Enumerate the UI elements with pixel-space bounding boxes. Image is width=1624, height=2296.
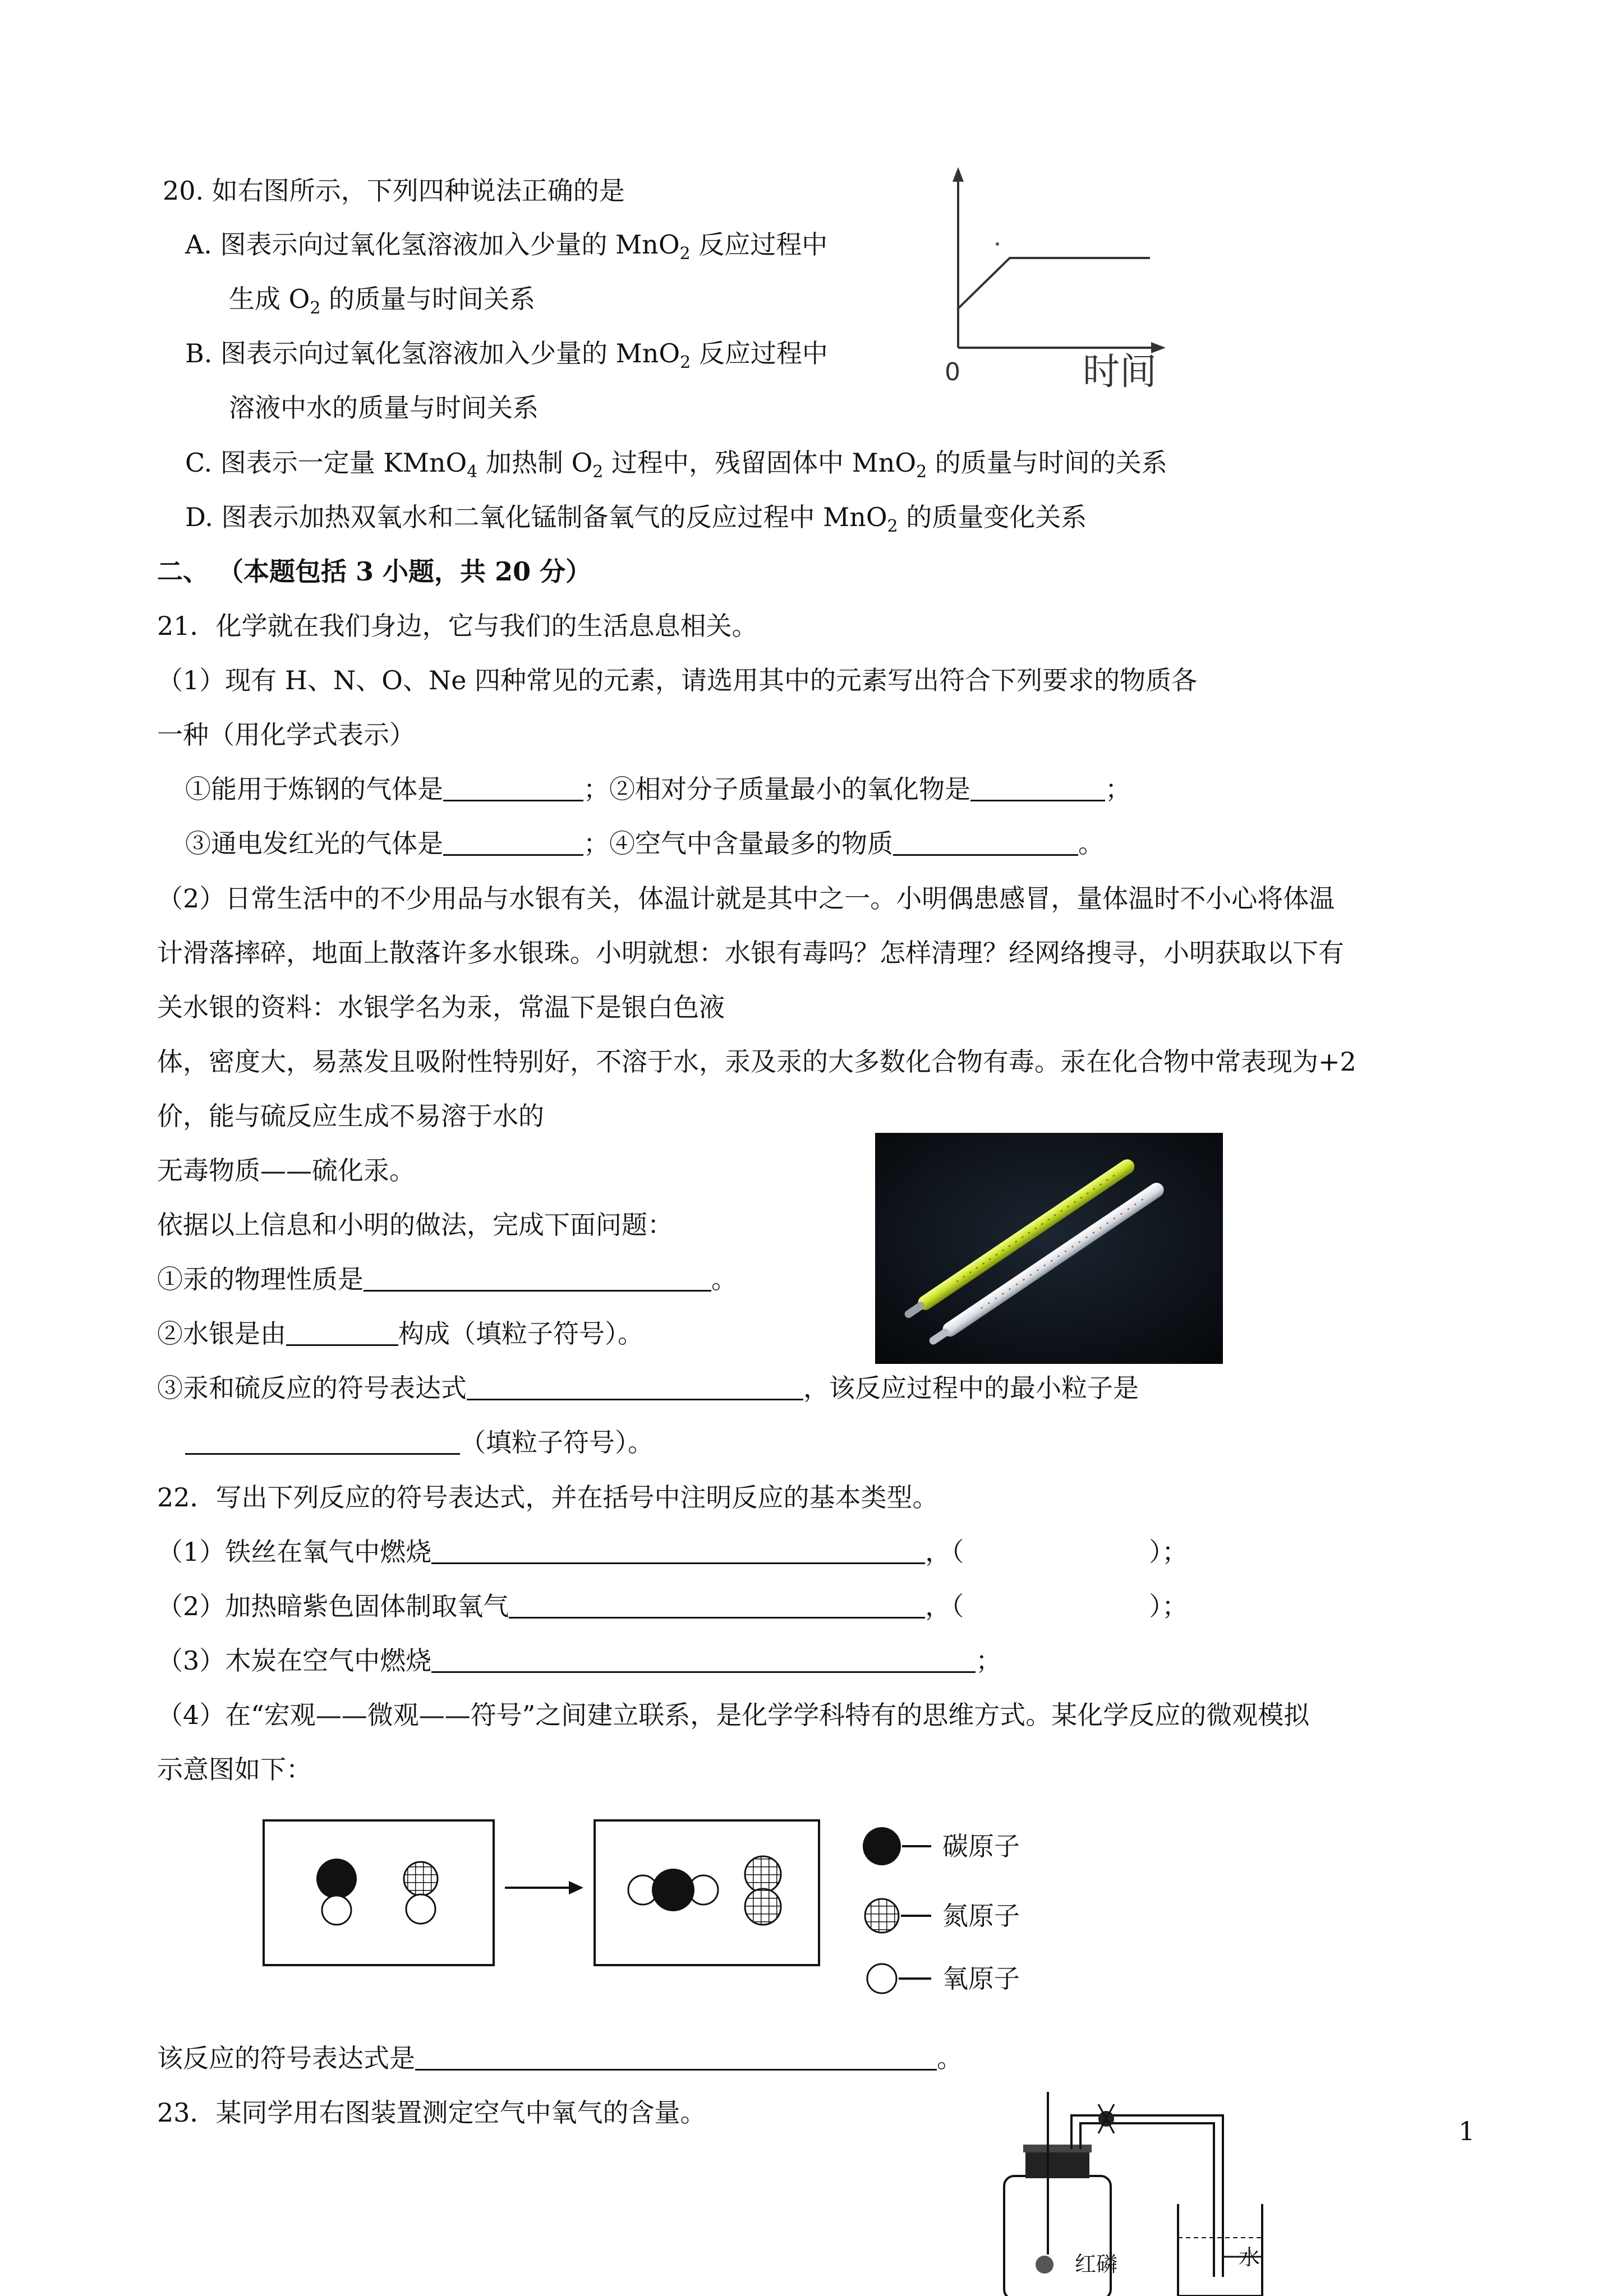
micro-reaction-diagram — [258, 1811, 1088, 1997]
answer-blank[interactable] — [893, 829, 1078, 856]
q21-part2-l7: 依据以上信息和小明的做法，完成下面问题： — [157, 1210, 673, 1240]
q21-part1-cont: 一种（用化学式表示） — [157, 720, 415, 750]
graph-curve — [958, 258, 1150, 308]
q20-option-b: B. 图表示向过氧化氢溶液加入少量的 MnO$_2$ 反应过程中 — [185, 338, 828, 372]
q21-part2-l3: 关水银的资料：水银学名为汞，常温下是银白色液 — [157, 992, 725, 1022]
q21-part2-l2: 计滑落摔碎，地面上散落许多水银珠。小明就想：水银有毒吗？怎样清理？经网络搜寻，小明获取以下有 — [157, 938, 1344, 968]
legend-carbon-label: 碳原子 — [942, 1831, 1020, 1861]
q21-part2-l5: 价，能与硫反应生成不易溶于水的 — [157, 1101, 544, 1131]
q22-r4-l2: 示意图如下： — [157, 1754, 312, 1785]
answer-blank[interactable] — [443, 829, 583, 856]
legend-carbon-symbol — [863, 1827, 901, 1865]
answer-blank[interactable] — [415, 2044, 937, 2071]
q20-stem: 20. 如右图所示，下列四种说法正确的是 — [163, 176, 625, 206]
q21-items-3-4: ③通电发红光的气体是 ；④空气中含量最多的物质 。 — [185, 828, 1104, 859]
q20-graph — [931, 163, 1178, 409]
graph-x-label: 时间 — [1083, 350, 1157, 393]
q20-option-a-cont: 生成 $O_2$ 的质量与时间关系 — [229, 284, 536, 318]
legend-nitrogen-label: 氮原子 — [942, 1901, 1020, 1931]
q21-answer-3: ③汞和硫反应的符号表达式 ，该反应过程中的最小粒子是 — [157, 1373, 1139, 1403]
q22-expression: 该反应的符号表达式是 。 — [157, 2043, 963, 2073]
q21-part1: （1）现有 H、N、O、Ne 四种常见的元素，请选用其中的元素写出符合下列要求的物质各 — [157, 665, 1198, 695]
reactants-box — [264, 1820, 494, 1965]
legend-oxygen-label: 氧原子 — [942, 1963, 1020, 1994]
graph-origin-label: 0 — [945, 358, 960, 386]
q22-r1: （1）铁丝在氧气中燃烧 ，（ ）； — [157, 1537, 1188, 1567]
legend-nitrogen-symbol — [865, 1899, 899, 1933]
q21-part2-l1: （2）日常生活中的不少用品与水银有关，体温计就是其中之一。小明偶患感冒，量体温时不小心将体温 — [157, 883, 1335, 914]
answer-blank[interactable] — [509, 1592, 925, 1619]
answer-blank[interactable] — [185, 1428, 460, 1455]
q21-answer-2: ②水银是由 构成（填粒子符号）。 — [157, 1318, 643, 1349]
q22-r4-l1: （4）在“宏观——微观——符号”之间建立联系，是化学学科特有的思维方式。某化学反应的微观模拟 — [157, 1700, 1310, 1730]
q20-option-c: C. 图表示一定量 KMnO$_4$ 加热制 $O_2$ 过程中，残留固体中 MnO$_2$ 的质量与时间的关系 — [185, 448, 1167, 482]
legend — [863, 1827, 1020, 1994]
page-number: 1 — [1459, 2116, 1475, 2146]
q21-stem: 21．化学就在我们身边，它与我们的生活息息相关。 — [157, 611, 758, 641]
red-phosphorus-label: 红磷 — [1075, 2252, 1118, 2276]
answer-blank[interactable] — [431, 1538, 925, 1564]
q22-r3: （3）木炭在空气中燃烧 ； — [157, 1645, 1002, 1676]
q21-part2-l4: 体，密度大，易蒸发且吸附性特别好，不溶于水，汞及汞的大多数化合物有毒。汞在化合物中常表现为+2 — [157, 1046, 1356, 1077]
q21-answer-1: ①汞的物理性质是 。 — [157, 1264, 737, 1294]
q21-answer-3-cont: （填粒子符号）。 — [185, 1426, 654, 1459]
answer-blank[interactable] — [286, 1320, 398, 1346]
q22-stem: 22．写出下列反应的符号表达式，并在括号中注明反应的基本类型。 — [157, 1482, 938, 1513]
answer-blank[interactable] — [364, 1265, 711, 1292]
section-title: 二、 （本题包括 3 小题，共 20 分） — [157, 556, 592, 587]
q21-part2-l6: 无毒物质——硫化汞。 — [157, 1155, 415, 1186]
q20-option-d: D. 图表示加热双氧水和二氧化锰制备氧气的反应过程中 MnO$_2$ 的质量变化关系 — [185, 502, 1087, 536]
answer-blank[interactable] — [467, 1374, 803, 1400]
answer-blank[interactable] — [431, 1647, 976, 1673]
legend-oxygen-symbol — [867, 1964, 896, 1993]
oxygen-apparatus — [976, 2086, 1268, 2296]
answer-blank[interactable] — [970, 775, 1105, 801]
water-label: 水 — [1239, 2245, 1260, 2270]
q21-items-1-2: ①能用于炼钢的气体是 ；②相对分子质量最小的氧化物是 ； — [185, 774, 1131, 804]
q23-stem: 23．某同学用右图装置测定空气中氧气的含量。 — [157, 2097, 706, 2128]
answer-blank[interactable] — [443, 775, 583, 801]
thermometer-photo — [875, 1133, 1223, 1364]
q20-option-b-cont: 溶液中水的质量与时间关系 — [229, 393, 539, 423]
q22-r2: （2）加热暗紫色固体制取氧气 ，（ ）； — [157, 1591, 1188, 1621]
q20-option-a: A. 图表示向过氧化氢溶液加入少量的 MnO$_2$ 反应过程中 — [185, 229, 828, 264]
